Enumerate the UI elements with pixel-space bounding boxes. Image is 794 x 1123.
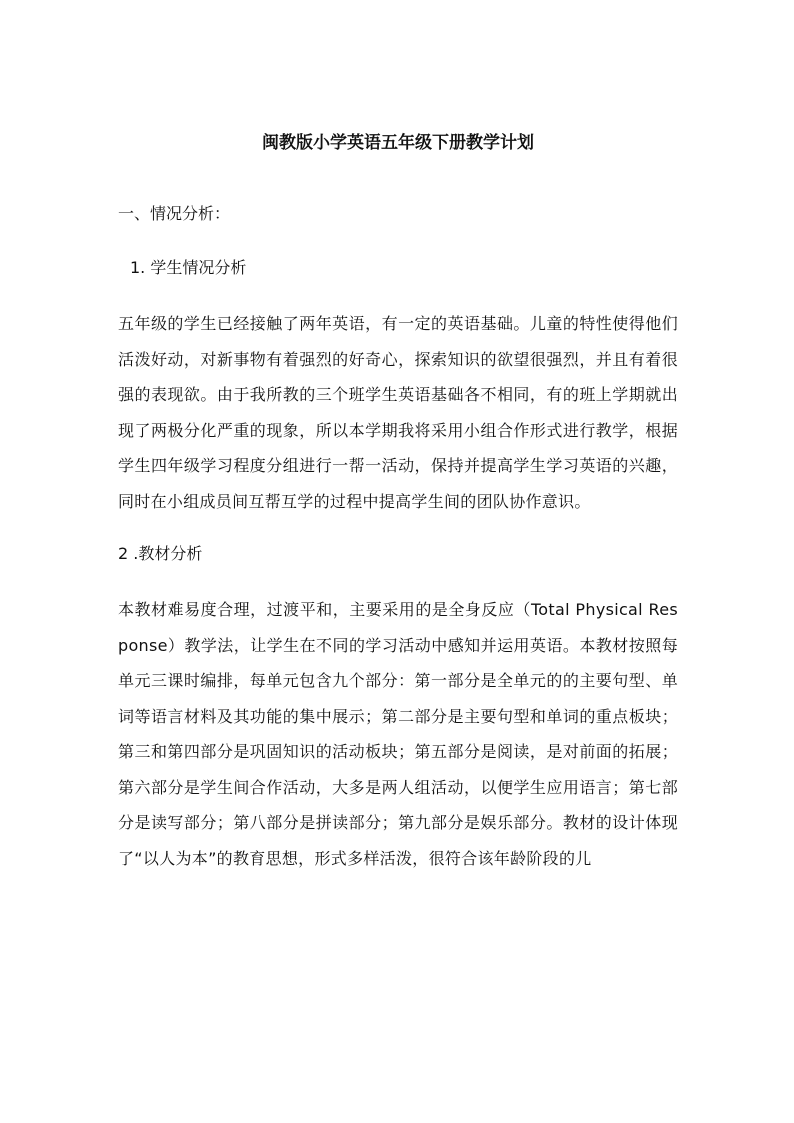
section-heading-situation-analysis: 一、情况分析： <box>118 204 231 223</box>
paragraph-student-analysis: 五年级的学生已经接触了两年英语，有一定的英语基础。儿童的特性使得他们活泼好动，对新事物有着强烈的好奇心，探索知识的欲望很强烈，并且有着很强的表现欲。由于我所教的三个班学生英语基础各不相同，有的班上学期就出现了两极分化严重的现象，所以本学期我将采用小组合作形式进行教学，根据学生四年级学习程度分组进行一帮一活动，保持并提高学生学习英语的兴趣，同时在小组成员间互帮互学的过程中提高学生间的团队协作意识。 <box>118 314 678 511</box>
subsection-heading-textbook-analysis: 2 .教材分析 <box>118 544 203 563</box>
document-body <box>118 126 678 895</box>
document-title: 闽教版小学英语五年级下册教学计划 <box>262 133 534 153</box>
paragraph-textbook-analysis: 本教材难易度合理，过渡平和，主要采用的是全身反应（Total Physical Response）教学法，让学生在不同的学习活动中感知并运用英语。本教材按照每单元三课时编排，每单元包含九个部分：第一部分是全单元的的主要句型、单词等语言材料及其功能的集中展示；第二部分是主要句型和单词的重点板块；第三和第四部分是巩固知识的活动板块；第五部分是阅读，是对前面的拓展；第六部分是学生间合作活动，大多是两人组活动，以便学生应用语言；第七部分是读写部分；第八部分是拼读部分；第九部分是娱乐部分。教材的设计体现了“以人为本”的教育思想，形式多样活泼，很符合该年龄阶段的儿 <box>118 600 678 868</box>
subsection-heading-student-analysis: 1. 学生情况分析 <box>130 258 247 277</box>
